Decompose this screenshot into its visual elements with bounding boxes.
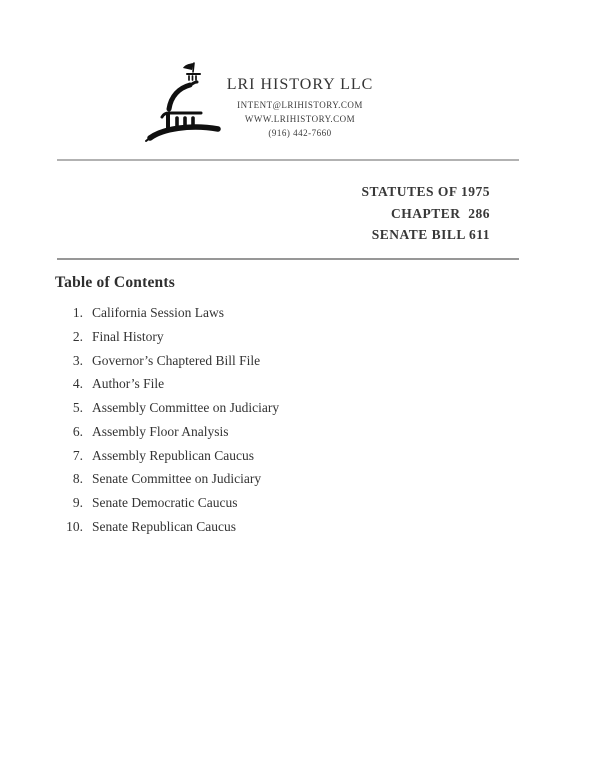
toc-item	[55, 377, 279, 391]
senate-bill-line: SENATE BILL 611	[371, 227, 490, 242]
toc-item-number: 6.	[72, 423, 83, 439]
letterhead	[0, 76, 600, 140]
chapter-line: CHAPTER 286	[390, 205, 490, 221]
toc-item-label: Senate Committee on Judiciary	[92, 471, 262, 487]
toc-item-number: 1.	[72, 305, 83, 320]
toc-item	[55, 401, 279, 415]
company-name: LRI HISTORY LLC	[226, 76, 374, 93]
toc-item-label: Author’s File	[92, 376, 165, 392]
toc-item-number: 7.	[72, 447, 83, 463]
toc-item	[55, 449, 279, 463]
contact-email: INTENT@LRIHISTORY.COM	[237, 100, 363, 110]
toc-item-label: Assembly Republican Caucus	[92, 447, 254, 463]
toc-item	[55, 496, 279, 510]
toc-item-number: 8.	[72, 471, 83, 487]
contact-website: WWW.LRIHISTORY.COM	[244, 113, 356, 124]
toc-item-number: 2.	[72, 328, 83, 344]
toc-item	[55, 306, 279, 320]
toc-item-label: Final History	[92, 328, 164, 344]
toc-title: Table of Contents	[55, 274, 175, 291]
toc-item-number: 4.	[72, 376, 83, 392]
header-divider	[57, 159, 519, 161]
statutes-year-line: STATUTES OF 1975	[361, 184, 490, 199]
toc-item	[55, 472, 279, 486]
toc-item-label: Governor’s Chaptered Bill File	[92, 352, 261, 368]
toc-item-label: Senate Democratic Caucus	[92, 495, 238, 511]
toc-list	[55, 306, 279, 544]
toc-item-number: 9.	[72, 495, 83, 511]
reference-divider	[57, 258, 519, 260]
toc-item-label: Assembly Committee on Judiciary	[92, 400, 280, 416]
contact-phone: (916) 442-7660	[268, 127, 332, 138]
toc-item	[55, 425, 279, 439]
toc-item-label: Senate Republican Caucus	[92, 519, 236, 535]
toc-item	[55, 520, 279, 534]
toc-item-number: 3.	[72, 352, 83, 368]
toc-item	[55, 354, 279, 368]
toc-item-label: Assembly Floor Analysis	[92, 423, 229, 439]
toc-item-number: 5.	[72, 400, 83, 416]
toc-item-label: California Session Laws	[92, 305, 224, 320]
toc-item	[55, 330, 279, 344]
statute-reference-block	[361, 181, 490, 246]
toc-item-number: 10.	[66, 519, 83, 535]
